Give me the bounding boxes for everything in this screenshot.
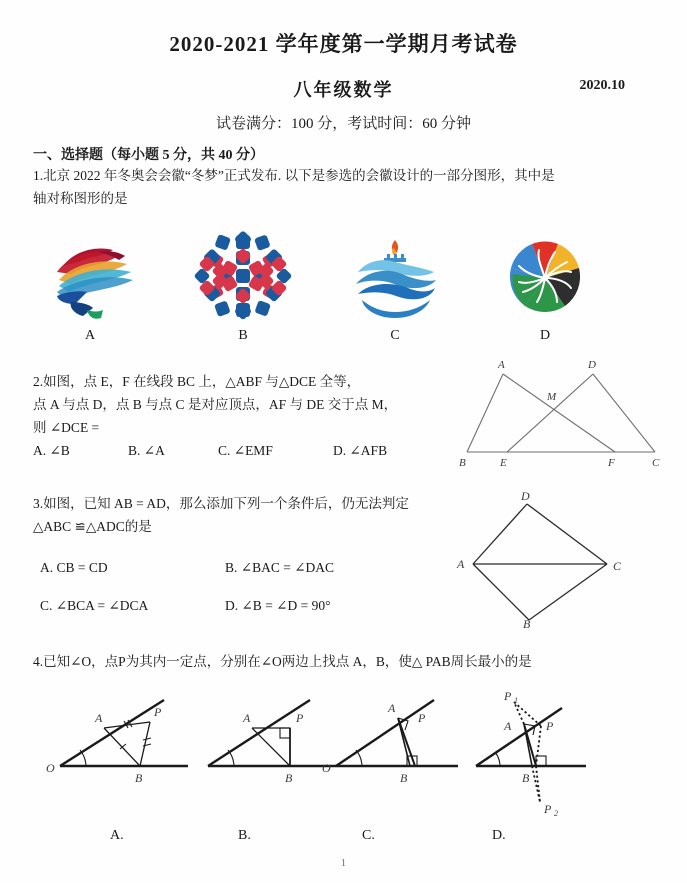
question-3-line-2: △ABC ≌△ADC的是 xyxy=(33,519,152,534)
label-P2-sub: 2 xyxy=(554,809,558,818)
snowflake-emblem xyxy=(194,230,293,320)
emblem-option-a xyxy=(35,228,145,343)
question-2-line-1: 2.如图，点 E，F 在线段 BC 上，△ABF 与△DCE 全等， xyxy=(33,374,361,389)
page-title: 2020-2021 学年度第一学期月考试卷 xyxy=(169,32,518,56)
page-number: 1 xyxy=(341,858,346,869)
question-3-choice-c[interactable]: C. ∠BCA = ∠DCA xyxy=(40,598,149,613)
label-O: O xyxy=(322,761,331,775)
question-4-choice-d[interactable]: D. xyxy=(492,828,506,843)
question-3-figure xyxy=(455,488,670,633)
question-2-text xyxy=(33,370,397,439)
label-A: A xyxy=(504,719,512,733)
question-4-figures xyxy=(0,686,687,856)
label-P: P xyxy=(546,719,554,733)
question-1-line-1: 1.北京 2022 年冬奥会会徽“冬梦”正式发布. 以下是参选的会徽设计的一部分图形，其中是 xyxy=(33,168,555,183)
question-3-line-1: 3.如图，已知 AB = AD，那么添加下列一个条件后，仍无法判定 xyxy=(33,496,409,511)
label-F: F xyxy=(608,457,615,469)
label-A: A xyxy=(457,557,465,571)
angle-figure-a xyxy=(42,686,202,796)
emblem-option-b-label: B xyxy=(238,328,248,343)
question-2-choice-d[interactable]: D. ∠AFB xyxy=(333,443,388,458)
label-D: D xyxy=(521,489,530,503)
label-B: B xyxy=(285,771,293,785)
label-B: B xyxy=(135,771,143,785)
emblem-option-c-label: C xyxy=(390,328,400,343)
label-A: A xyxy=(388,701,396,715)
angle-figure-c xyxy=(318,686,483,796)
question-2-choices xyxy=(33,443,463,465)
question-2-choice-c[interactable]: C. ∠EMF xyxy=(218,443,273,458)
exam-date: 2020.10 xyxy=(579,78,625,93)
label-B: B xyxy=(522,771,530,785)
flower-emblem xyxy=(510,242,580,312)
question-3-choice-d[interactable]: D. ∠B = ∠D = 90° xyxy=(225,598,331,613)
label-P: P xyxy=(154,705,162,719)
subject-title: 八年级数学 xyxy=(293,80,394,100)
question-4-figure-d xyxy=(466,686,636,826)
question-4-text xyxy=(33,650,532,673)
question-1-figures xyxy=(0,228,687,358)
label-M: M xyxy=(547,391,557,403)
subject-row xyxy=(0,76,687,102)
label-B: B xyxy=(459,457,466,469)
question-3-text xyxy=(33,492,409,538)
question-4-figure-a xyxy=(42,686,202,801)
emblem-option-c xyxy=(340,228,450,343)
question-3-choice-b[interactable]: B. ∠BAC = ∠DAC xyxy=(225,560,335,575)
question-1-text xyxy=(33,164,555,210)
exam-meta: 试卷满分：100 分，考试时间：60 分钟 xyxy=(215,116,471,132)
label-P1-sub: 1 xyxy=(514,696,518,705)
two-triangles-on-line xyxy=(455,352,675,470)
label-B: B xyxy=(400,771,408,785)
label-P: P xyxy=(296,711,304,725)
question-1-line-2: 轴对称图形的是 xyxy=(33,191,128,206)
label-C: C xyxy=(613,559,622,573)
question-2-choice-b[interactable]: B. ∠A xyxy=(128,443,165,458)
label-B: B xyxy=(523,617,531,628)
question-2-line-3: 则 ∠DCE = xyxy=(33,420,100,435)
question-4-choice-c[interactable]: C. xyxy=(362,828,375,843)
question-4-choice-a[interactable]: A. xyxy=(110,828,124,843)
label-C: C xyxy=(652,457,660,469)
label-O: O xyxy=(46,761,55,775)
ribbon-emblem xyxy=(57,249,133,319)
label-E: E xyxy=(500,457,507,469)
question-3-choices xyxy=(40,560,440,620)
question-2-figure xyxy=(455,352,675,475)
question-3-choice-a[interactable]: A. CB = CD xyxy=(40,560,108,575)
section-heading: 一、选择题（每小题 5 分，共 40 分） xyxy=(33,148,264,163)
wave-torch-emblem xyxy=(356,240,436,318)
label-P: P xyxy=(418,711,426,725)
label-D: D xyxy=(588,359,596,371)
emblem-option-d-label: D xyxy=(539,328,551,343)
emblem-option-a-label: A xyxy=(84,328,96,343)
label-A: A xyxy=(95,711,103,725)
question-2-choice-a[interactable]: A. ∠B xyxy=(33,443,70,458)
question-4-choice-b[interactable]: B. xyxy=(238,828,251,843)
emblem-option-d xyxy=(490,228,600,343)
emblem-option-b xyxy=(188,228,298,343)
label-A: A xyxy=(243,711,251,725)
kite-quadrilateral xyxy=(455,488,670,628)
label-A: A xyxy=(498,359,505,371)
question-2-line-2: 点 A 与点 D，点 B 与点 C 是对应顶点，AF 与 DE 交于点 M， xyxy=(33,397,398,412)
question-4-figure-c xyxy=(318,686,483,801)
question-4-line-1: 4.已知∠O，点P为其内一定点，分别在∠O两边上找点 A，B，使△ PAB周长最小的是 xyxy=(33,654,532,669)
angle-figure-d xyxy=(466,686,636,821)
label-P2: P xyxy=(544,802,552,816)
label-P1: P xyxy=(504,689,512,703)
